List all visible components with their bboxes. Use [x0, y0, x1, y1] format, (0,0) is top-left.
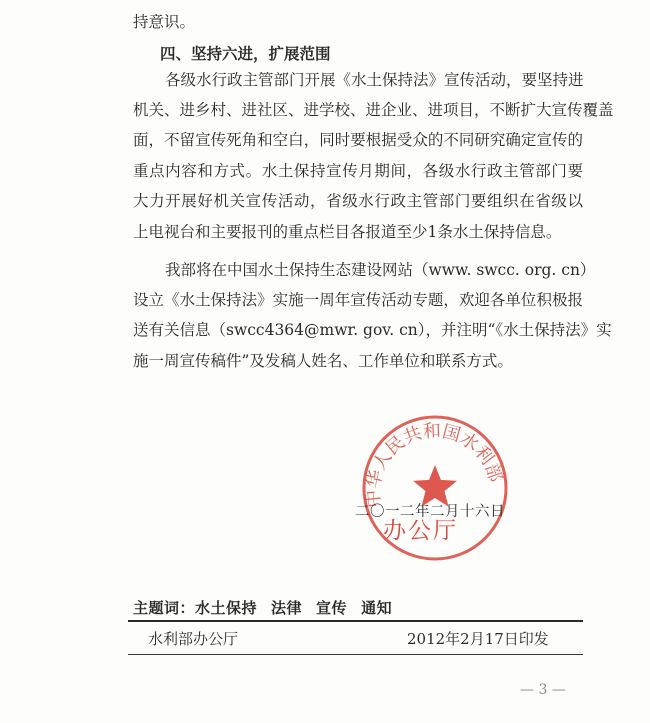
keyword: 法律 — [271, 599, 303, 617]
text-line: 各级水行政主管部门开展《水土保持法》宣传活动，要坚持进 — [165, 71, 584, 89]
text-line: 送有关信息（swcc4364@mwr. gov. cn），并注明“《水土保持法》实 — [133, 321, 612, 339]
issuing-office: 水利部办公厅 — [148, 630, 239, 648]
text-line: 机关、进乡村、进社区、进学校、进企业、进项目，不断扩大宣传覆盖 — [133, 101, 614, 119]
text-line: 面，不留宣传死角和空白，同时要根据受众的不同研究确定宣传的 — [133, 131, 583, 149]
seal-label: 办公厅 — [383, 518, 458, 544]
text-line: 大力开展好机关宣传活动，省级水行政主管部门要组织在省级以 — [133, 192, 583, 210]
keywords-label: 主题词： — [133, 599, 196, 617]
divider — [128, 654, 583, 655]
section-heading: 四、坚持六进，扩展范围 — [160, 45, 331, 63]
page-number: — 3 — — [520, 682, 566, 698]
text-line: 施一周宣传稿件”及发稿人姓名、工作单位和联系方式。 — [133, 352, 513, 370]
text-line: 重点内容和方式。水土保持宣传月期间，各级水行政主管部门要 — [133, 162, 583, 180]
text-line: 持意识。 — [133, 13, 196, 31]
signature-date: 二〇一二年二月十六日 — [355, 504, 505, 520]
keyword: 宣传 — [316, 599, 348, 617]
keyword: 水土保持 — [195, 599, 258, 617]
keywords-line — [133, 597, 406, 618]
text-line: 我部将在中国水土保持生态建设网站（www. swcc. org. cn） — [165, 261, 596, 279]
divider — [128, 620, 583, 622]
text-line: 上电视台和主要报刊的重点栏目各报道至少1条水土保持信息。 — [133, 223, 562, 241]
keyword: 通知 — [361, 599, 393, 617]
text-line: 设立《水土保持法》实施一周年宣传活动专题，欢迎各单位积极报 — [133, 291, 583, 309]
seal-text: 中华人民共和国水利部 — [362, 420, 506, 509]
print-date: 2012年2月17日印发 — [407, 630, 549, 648]
